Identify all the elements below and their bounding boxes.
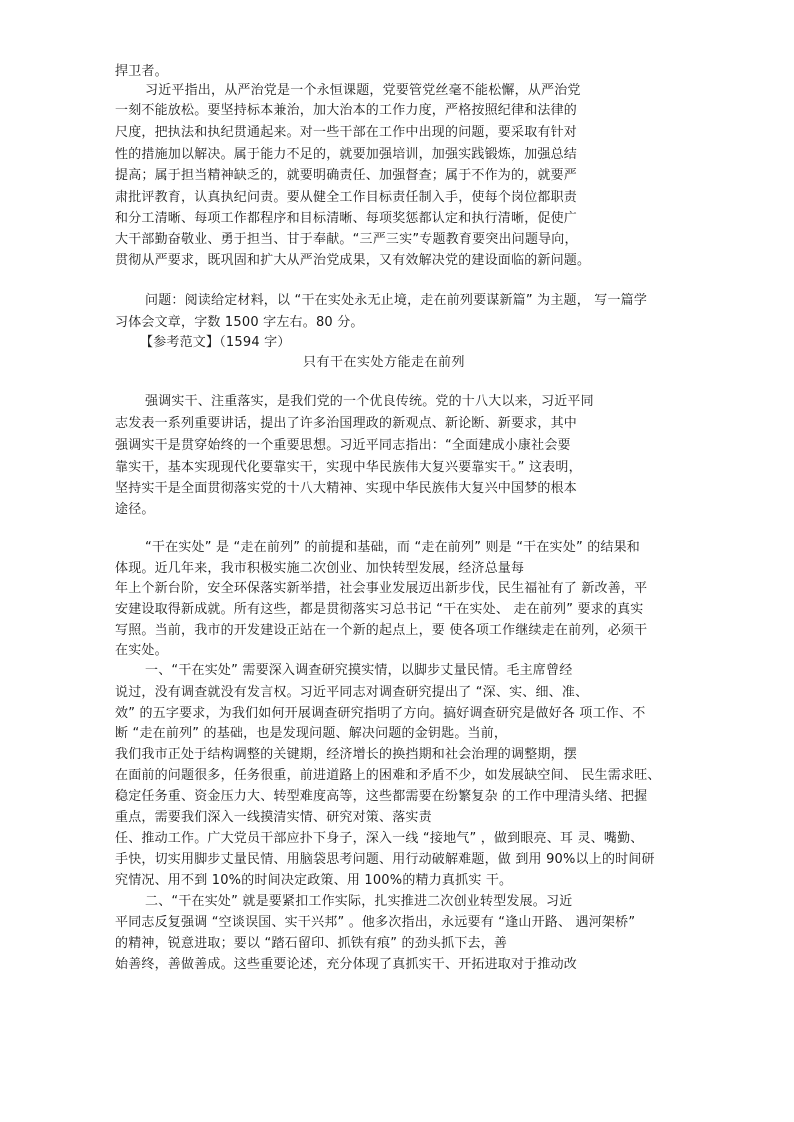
essay-line: 在面前的问题很多，任务很重，前进道路上的困难和矛盾不少，如发展缺空间、 民生需求旺、 (115, 768, 661, 783)
essay-line: 坚持实干是全面贯彻落实党的十八大精神、实现中华民族伟大复兴中国梦的根本 (115, 481, 578, 496)
text-line: 大干部勤奋敬业、勇于担当、甘于奉献。“三严三实”专题教育要突出问题导向， (115, 232, 578, 247)
essay-line: 志发表一系列重要讲话，提出了许多治国理政的新观点、新论断、新要求，其中 (115, 416, 578, 431)
essay-line: 效” 的五字要求，为我们如何开展调查研究指明了方向。搞好调查研究是做好各 项工作、不 (115, 706, 646, 721)
essay-line: 手快，切实用脚步丈量民情、用脑袋思考问题、用行动破解难题，做 到用 90%以上的时间研 (115, 852, 655, 867)
text-line: 捍卫者。 (115, 64, 168, 79)
essay-line: 一、“干在实处” 需要深入调查研究摸实情，以脚步丈量民情。毛主席曾经 (145, 663, 573, 678)
essay-line: 平同志反复强调 “空谈误国、实干兴邦” 。他多次指出，永远要有 “逢山开路、 遇河架桥” (115, 915, 636, 930)
essay-line: 究情况、用不到 10%的时间决定政策、用 100%的精力真抓实 干。 (115, 873, 513, 888)
text-line: 贯彻从严要求，既巩固和扩大从严治党成果，又有效解决党的建设面临的新问题。 (115, 253, 591, 268)
essay-line: 我们我市正处于结构调整的关键期，经济增长的换挡期和社会治理的调整期，摆 (115, 747, 578, 762)
essay-line: 重点，需要我们深入一线摸清实情、研究对策、落实责 (115, 810, 432, 825)
text-line: 习近平指出，从严治党是一个永恒课题，党要管党丝毫不能松懈，从严治党 (145, 83, 581, 98)
essay-line: 强调实干是贯穿始终的一个重要思想。习近平同志指出：“全面建成小康社会要 (115, 438, 571, 453)
essay-line: 二、“干在实处” 就是要紧扣工作实际，扎实推进二次创业转型发展。习近 (145, 894, 573, 909)
essay-line: 断 “走在前列” 的基础，也是发现问题、解决问题的金钥匙。当前， (115, 726, 508, 741)
question-line: 习体会文章，字数 1500 字左右。80 分。 (115, 315, 364, 330)
essay-line: 的精神，锐意进取；要以 “踏石留印、抓铁有痕” 的劲头抓下去，善 (115, 936, 508, 951)
reference-label: 【参考范文】（1594 字） (140, 335, 291, 350)
text-line: 提高；属于担当精神缺乏的，就要明确责任、加强督查；属于不作为的，就要严 (115, 168, 578, 183)
essay-title: 只有干在实处方能走在前列 (303, 355, 466, 370)
essay-line: 体现。近几年来，我市积极实施二次创业、加快转型发展，经济总量每 (115, 561, 525, 576)
essay-line: 稳定任务重、资金压力大、转型难度高等，这些都需要在纷繁复杂 的工作中理清头绪、把握 (115, 789, 648, 804)
text-line: 肃批评教育，认真执纪问责。要从健全工作目标责任制入手，使每个岗位都职责 (115, 190, 578, 205)
text-line: 性的措施加以解决。属于能力不足的，就要加强培训，加强实践锻炼，加强总结 (115, 147, 578, 162)
essay-line: 安建设取得新成就。所有这些，都是贯彻落实习总书记 “干在实处、 走在前列” 要求的真实 (115, 602, 644, 617)
question-line: 问题：阅读给定材料，以 “干在实处永无止境，走在前列要谋新篇” 为主题， 写一篇学 (145, 293, 648, 308)
text-line: 和分工清晰、每项工作都程序和目标清晰、每项奖惩都认定和执行清晰，促使广 (115, 211, 578, 226)
essay-line: 写照。当前，我市的开发建设正站在一个新的起点上，要 使各项工作继续走在前列，必须干 (115, 623, 648, 638)
essay-line: 说过，没有调查就没有发言权。习近平同志对调查研究提出了 “深、实、细、准、 (115, 685, 589, 700)
essay-line: 在实处。 (115, 643, 168, 658)
essay-line: 始善终，善做善成。这些重要论述，充分体现了真抓实干、开拓进取对于推动改 (115, 957, 578, 972)
essay-line: 强调实干、注重落实，是我们党的一个优良传统。党的十八大以来，习近平同 (145, 394, 594, 409)
essay-line: 任、推动工作。广大党员干部应扑下身子，深入一线 “接地气” ，做到眼亮、耳 灵、嘴勤、 (115, 831, 644, 846)
text-line: 一刻不能放松。要坚持标本兼治，加大治本的工作力度，严格按照纪律和法律的 (115, 103, 578, 118)
essay-line: 途径。 (115, 502, 155, 517)
essay-line: “干在实处” 是 “走在前列” 的前提和基础，而 “走在前列” 则是 “干在实处” 的结果和 (145, 540, 641, 555)
text-line: 尺度，把执法和执纪贯通起来。对一些干部在工作中出现的问题，要采取有针对 (115, 125, 578, 140)
essay-line: 年上个新台阶，安全环保落实新举措，社会事业发展迈出新步伐，民生福祉有了 新改善，平 (115, 581, 648, 596)
essay-line: 靠实干，基本实现现代化要靠实干，实现中华民族伟大复兴要靠实干。” 这表明， (115, 460, 582, 475)
